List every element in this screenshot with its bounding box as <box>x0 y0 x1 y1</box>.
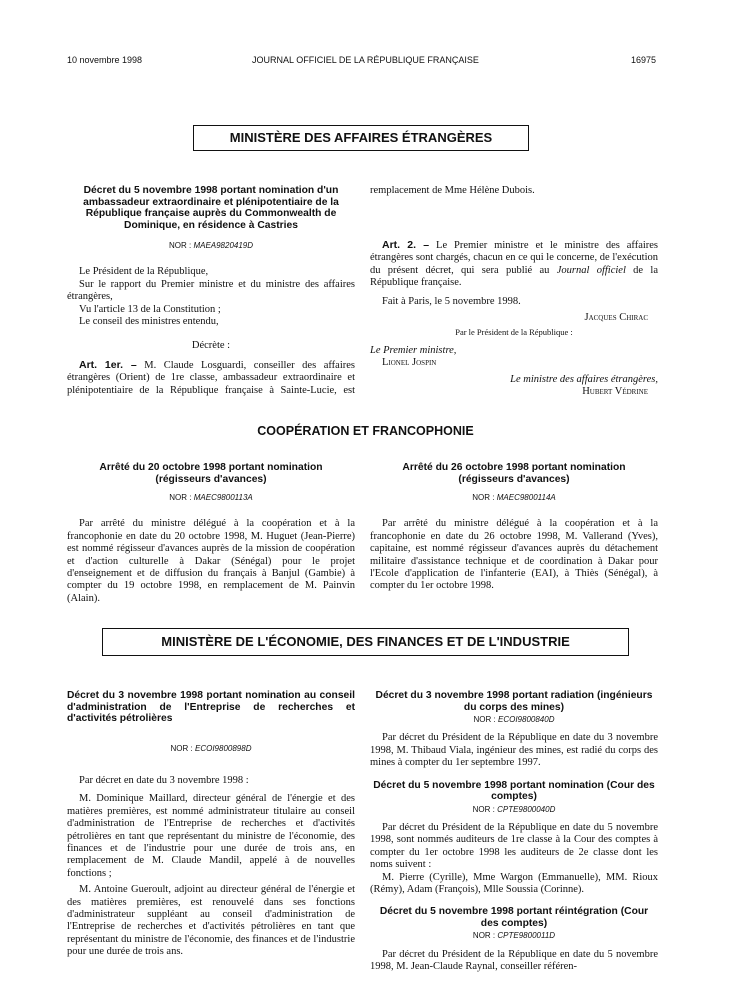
nor-reference: NOR : MAEC9800113A <box>169 493 253 502</box>
sec1-left-column <box>67 185 355 397</box>
decree-title: Décret du 3 novembre 1998 portant radiation (ingénieurs du corps des mines) <box>375 690 653 713</box>
fait-a-paris: Fait à Paris, le 5 novembre 1998. <box>382 295 521 307</box>
page-number: 16975 <box>630 55 656 65</box>
paragraph: Par arrêté du ministre délégué à la coopération et à la francophonie en date du 26 octobre 1998, M. Vallerand (Yves), capitaine, est nommé régisseur d'avances auprès du détachement militaire d'assistance technique et de coordination à Dakar pour l'Ecole d'application de l'infanterie (EAI), à Thiès (Sénégal), à compter du 1er octobre 1998. <box>370 518 658 592</box>
page-date: 10 novembre 1998 <box>67 55 143 65</box>
section-title-affaires-etrangeres: MINISTÈRE DES AFFAIRES ÉTRANGÈRES <box>193 125 529 151</box>
paragraph: M. Antoine Gueroult, adjoint au directeur général de l'énergie et des matières premières, est renouvelé dans ses fonctions d'administrateur suppléant au conseil d'administration de l'Entreprise de recherches et d'activités pétrolières en tant que représentant du ministre de l'économie, des finances et de l'industrie pour une durée de trois ans. <box>67 884 355 958</box>
paragraph: Par décret du Président de la République en date du 3 novembre 1998, M. Thibaud Viala, ingénieur des mines, est radié du corps des mines à compter du 1er septembre 1997. <box>370 732 658 769</box>
ministre-name: Hubert Védrine <box>582 386 648 398</box>
sec2-right-column <box>370 462 658 593</box>
premier-ministre-title: Le Premier ministre, <box>370 344 457 356</box>
paragraph: M. Pierre (Cyrille), Mme Wargon (Emmanuelle), MM. Rioux (Rémy), Adam (François), Mlle Soussia (Corinne). <box>370 871 658 896</box>
decrete-label: Décrète : <box>191 340 231 352</box>
arrete-title: Arrêté du 26 octobre 1998 portant nomination (régisseurs d'avances) <box>402 462 626 485</box>
sec3-right-column <box>370 690 658 974</box>
nor-reference: NOR : CPTE9800011D <box>472 931 556 941</box>
nor-reference: NOR : ECOI9800840D <box>473 715 555 724</box>
paragraph: Vu l'article 13 de la Constitution ; <box>79 303 221 315</box>
signature-president: Jacques Chirac <box>584 312 648 324</box>
decree-title: Décret du 5 novembre 1998 portant réintégration (Cour des comptes) <box>379 906 649 929</box>
paragraph: Par décret du Président de la République en date du 5 novembre 1998, M. Jean-Claude Raynal, conseiller référen- <box>370 948 658 973</box>
section-title-cooperation: COOPÉRATION ET FRANCOPHONIE <box>257 424 474 438</box>
nor-reference: NOR : ECOI9800898D <box>170 743 252 753</box>
paragraph: Sur le rapport du Premier ministre et du ministre des affaires étrangères, <box>67 278 355 303</box>
paragraph: Par arrêté du ministre délégué à la coopération et à la francophonie en date du 20 octobre 1998, M. Huguet (Jean-Pierre) est nommé régisseur d'avances auprès de la mission de coopération et d'action culturelle à Dakar (Sénégal) pour le projet d'enseignement et de diffusion du français à Banjul (Gambie) à compter du 19 octobre 1998, en remplacement de M. Painvin (Alain). <box>67 518 355 604</box>
article-1: Art. 1er. – M. Claude Losguardi, conseiller des affaires étrangères (Orient) de 1re classe, ambassadeur extraordinaire et plénipotentiaire de la République française à Sainte-Lucie, est <box>67 358 355 396</box>
nor-reference: NOR : MAEA9820419D <box>168 241 254 250</box>
nor-reference: NOR : CPTE9800040D <box>472 804 556 814</box>
premier-ministre-name: Lionel Jospin <box>382 357 437 369</box>
paragraph: M. Dominique Maillard, directeur général de l'énergie et des matières premières, est nommé administrateur titulaire au conseil d'administration de l'Entreprise de recherches et d'activités pétrolières en tant que représentant du ministre de l'économie, des finances et de l'industrie pour une durée de trois ans, en remplacement de M. Claude Mandil, appelé à de nouvelles fonctions ; <box>67 793 355 879</box>
paragraph: Par décret du Président de la République en date du 5 novembre 1998, sont nommés auditeurs de 1re classe à la Cour des comptes à compter du 1er octobre 1998 les auditeurs de 2e classe dont les noms suivent : <box>370 822 658 871</box>
section-title-economie: MINISTÈRE DE L'ÉCONOMIE, DES FINANCES ET DE L'INDUSTRIE <box>102 628 629 656</box>
decree-title: Décret du 3 novembre 1998 portant nomination au conseil d'administration de l'Entreprise de recherches et d'activités pétrolières <box>67 690 355 724</box>
paragraph: Par décret en date du 3 novembre 1998 : <box>79 774 249 786</box>
article-1-continued: remplacement de Mme Hélène Dubois. <box>370 185 535 197</box>
sec3-left-column <box>67 690 355 959</box>
nor-reference: NOR : MAEC9800114A <box>472 493 556 502</box>
paragraph: Le Président de la République, <box>79 266 209 278</box>
decree-title: Décret du 5 novembre 1998 portant nomination d'un ambassadeur extraordinaire et plénipotentiaire de la République française auprès du Commonwealth de Dominique, en résidence à Castries <box>83 185 339 231</box>
arrete-title: Arrêté du 20 octobre 1998 portant nomination (régisseurs d'avances) <box>99 462 323 485</box>
paragraph: Le conseil des ministres entendu, <box>79 316 219 328</box>
journal-title: JOURNAL OFFICIEL DE LA RÉPUBLIQUE FRANÇAISE <box>252 55 479 65</box>
decree-title: Décret du 5 novembre 1998 portant nomination (Cour des comptes) <box>373 779 655 803</box>
sec2-left-column <box>67 462 355 605</box>
article-2: Art. 2. – Le Premier ministre et le ministre des affaires étrangères sont chargés, chacun en ce qui le concerne, de l'exécution du présent décret, qui sera publié au Journal officiel de la République française. <box>370 239 659 289</box>
par-le-president: Par le Président de la République : <box>455 327 573 338</box>
sec1-right-column <box>370 185 658 398</box>
ministre-title: Le ministre des affaires étrangères, <box>510 373 658 385</box>
